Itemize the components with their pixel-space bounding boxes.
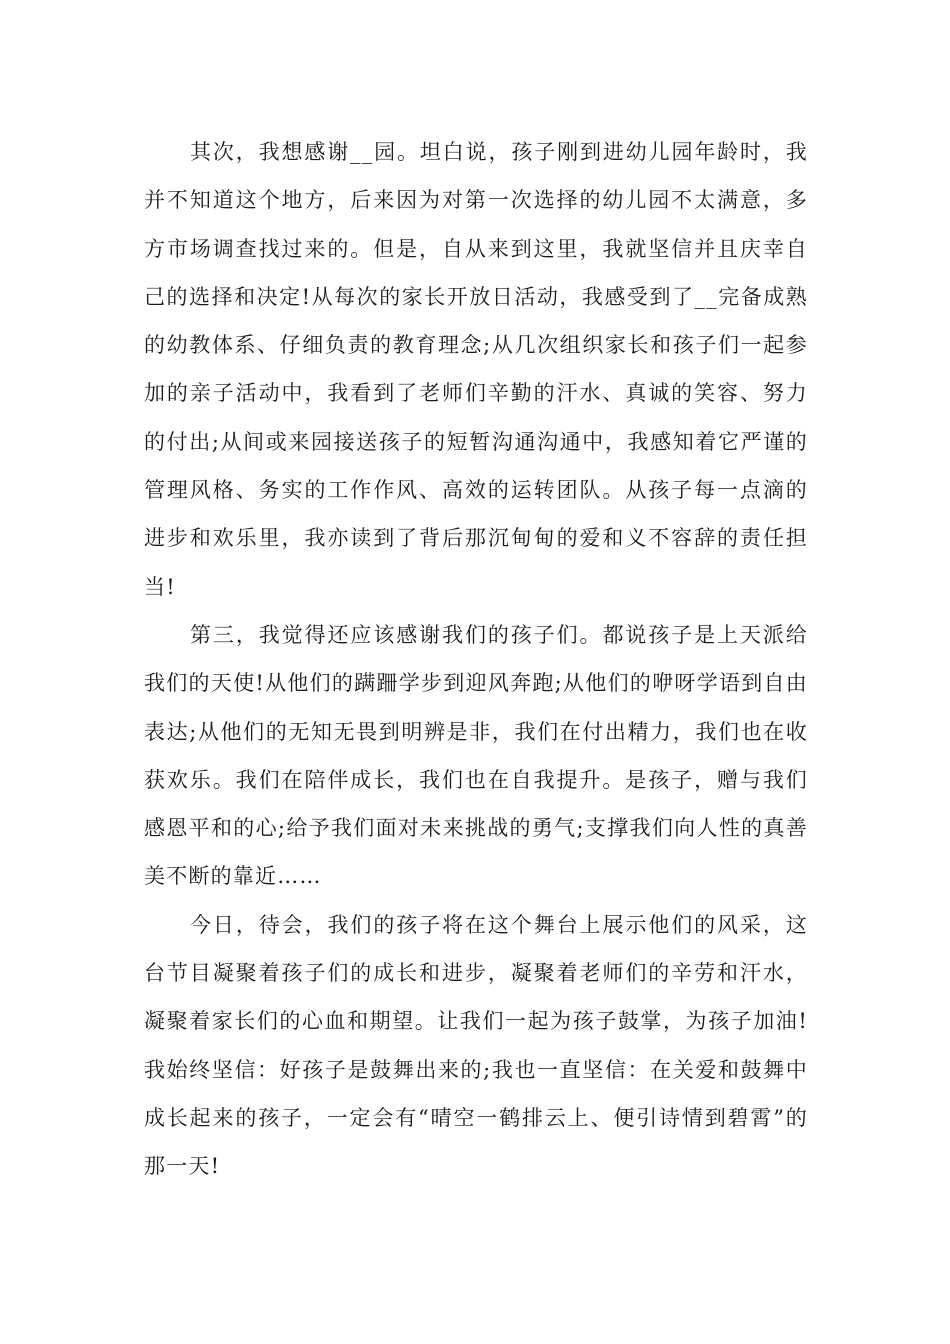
paragraph-performance: 今日，待会，我们的孩子将在这个舞台上展示他们的风采，这台节目凝聚着孩子们的成长和进步，凝聚着老师们的辛劳和汗水，凝聚着家长们的心血和期望。让我们一起为孩子鼓掌，为孩子加油!我始终坚信：好孩子是鼓舞出来的;我也一直坚信：在关爱和鼓舞中成长起来的孩子，一定会有“晴空一鹤排云上、便引诗情到碧霄”的那一天! [144, 912, 808, 1179]
paragraph-thanks-kindergarten: 其次，我想感谢__园。坦白说，孩子刚到进幼儿园年龄时，我并不知道这个地方，后来因为对第一次选择的幼儿园不太满意，多方市场调查找过来的。但是，自从来到这里，我就坚信并且庆幸自己的选择和决定!从每次的家长开放日活动，我感受到了__完备成熟的幼教体系、仔细负责的教育理念;从几次组织家长和孩子们一起参加的亲子活动中，我看到了老师们辛勤的汗水、真诚的笑容、努力的付出;从间或来园接送孩子的短暂沟通沟通中，我感知着它严谨的管理风格、务实的工作作风、高效的运转团队。从孩子每一点滴的进步和欢乐里，我亦读到了背后那沉甸甸的爱和义不容辞的责任担当! [144, 140, 808, 599]
document-body [144, 128, 808, 1191]
paragraph-thanks-children: 第三，我觉得还应该感谢我们的孩子们。都说孩子是上天派给我们的天使!从他们的蹒跚学步到迎风奔跑;从他们的咿呀学语到自由表达;从他们的无知无畏到明辨是非，我们在付出精力，我们也在收获欢乐。我们在陪伴成长，我们也在自我提升。是孩子，赠与我们感恩平和的心;给予我们面对未来挑战的勇气;支撑我们向人性的真善美不断的靠近…… [144, 622, 808, 889]
